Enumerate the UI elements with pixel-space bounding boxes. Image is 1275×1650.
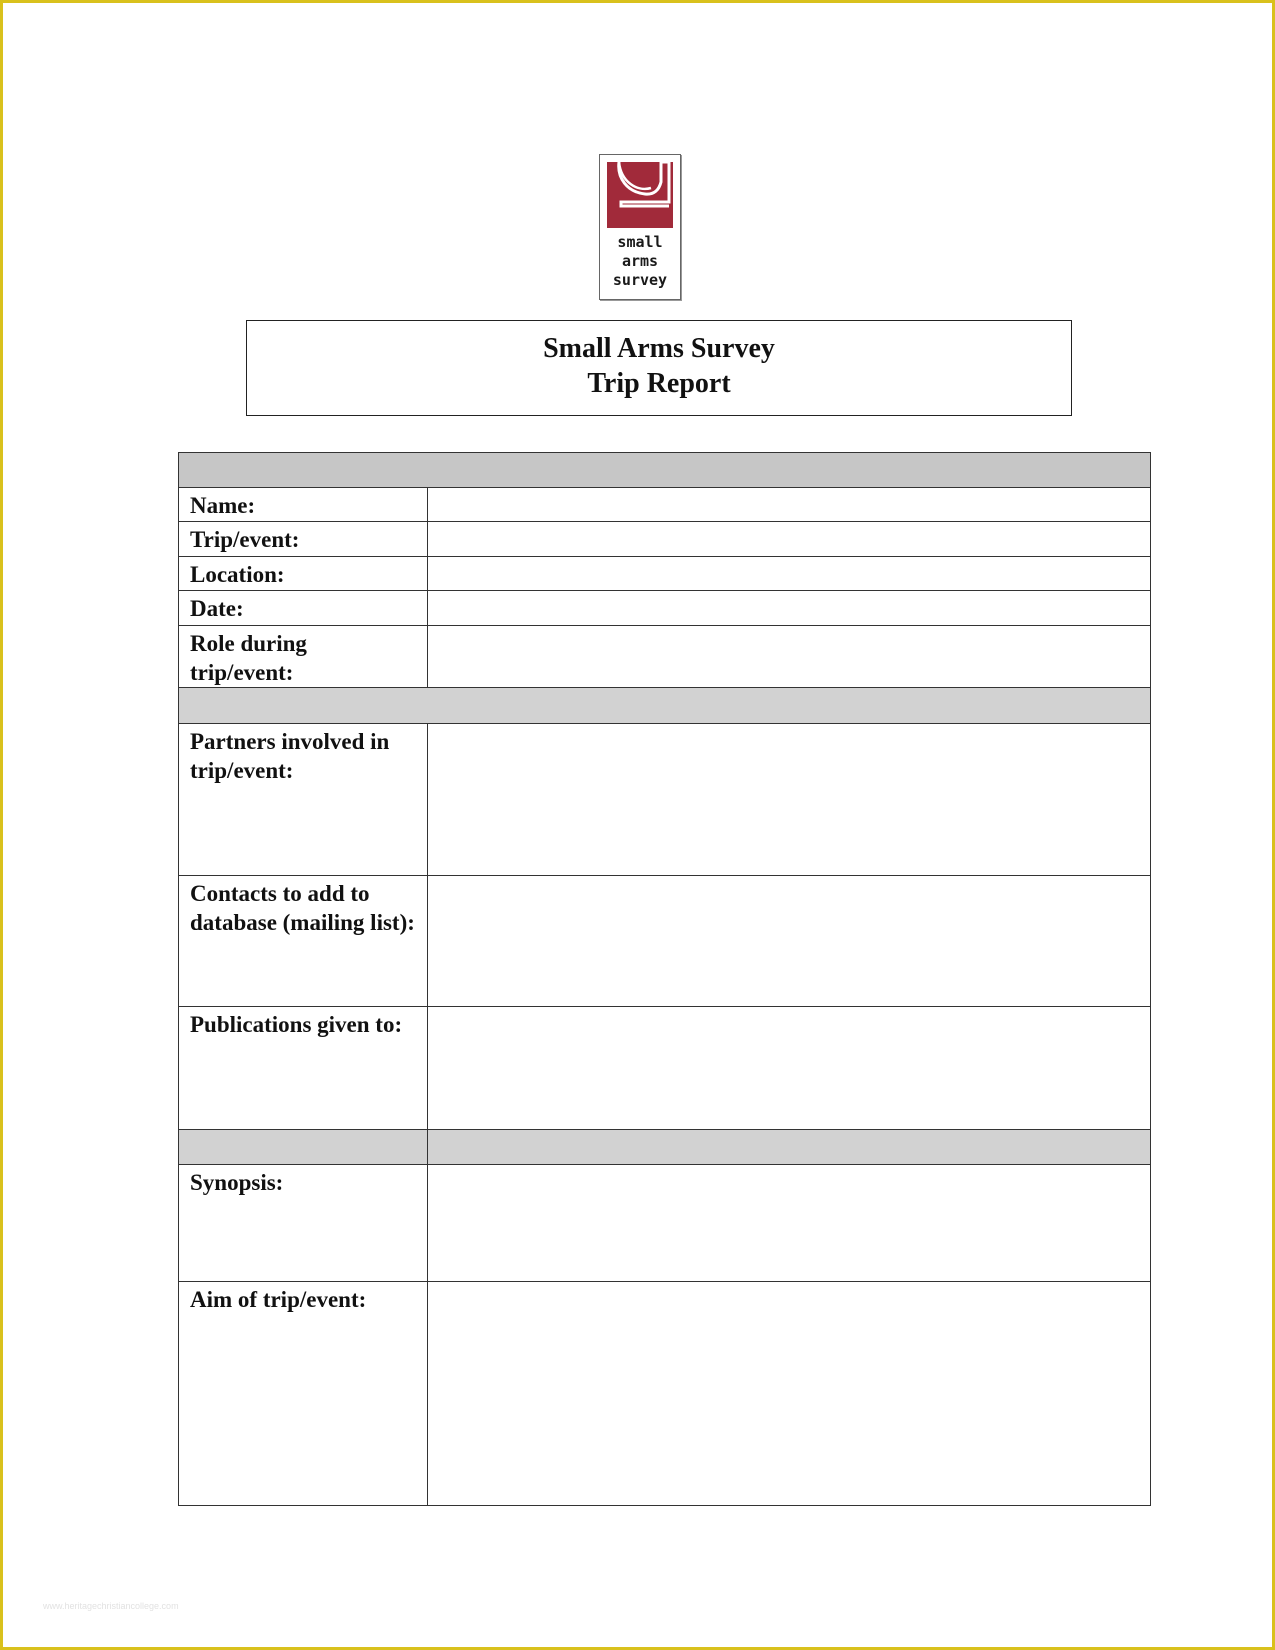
small-arms-survey-logo-icon: [607, 162, 673, 228]
contacts-label: Contacts to add to database (mailing list):: [179, 876, 428, 1007]
footer-watermark: www.heritagechristiancollege.com: [43, 1601, 179, 1611]
contacts-field[interactable]: [428, 876, 1151, 1007]
section-header-row: [179, 453, 1151, 488]
form-row-location: [179, 557, 1151, 591]
section-header-cell: [179, 453, 1151, 488]
role-label: Role during trip/event:: [179, 626, 428, 688]
synopsis-label: Synopsis:: [179, 1165, 428, 1282]
page-title: Small Arms Survey: [543, 333, 775, 364]
section-divider-row-2: [179, 1130, 1151, 1165]
trip-report-form: [178, 452, 1151, 1506]
form-row-contacts: [179, 876, 1151, 1007]
section-divider-right-cell: [428, 1130, 1151, 1165]
form-row-partners: [179, 724, 1151, 876]
section-divider-row: [179, 688, 1151, 724]
form-row-trip-event: [179, 522, 1151, 557]
trip-event-field[interactable]: [428, 522, 1151, 557]
form-row-synopsis: [179, 1165, 1151, 1282]
section-divider-cell: [179, 688, 1151, 724]
name-label: Name:: [179, 488, 428, 522]
publications-label: Publications given to:: [179, 1007, 428, 1130]
form-row-role: [179, 626, 1151, 688]
synopsis-field[interactable]: [428, 1165, 1151, 1282]
form-row-name: [179, 488, 1151, 522]
logo-word-survey: survey: [612, 271, 668, 289]
location-field[interactable]: [428, 557, 1151, 591]
logo-word-small: small: [617, 233, 663, 251]
aim-label: Aim of trip/event:: [179, 1282, 428, 1506]
trip-event-label: Trip/event:: [179, 522, 428, 557]
location-label: Location:: [179, 557, 428, 591]
section-divider-left-cell: [179, 1130, 428, 1165]
title-box: [246, 320, 1072, 416]
name-field[interactable]: [428, 488, 1151, 522]
form-row-publications: [179, 1007, 1151, 1130]
publications-field[interactable]: [428, 1007, 1151, 1130]
form-row-date: [179, 591, 1151, 626]
partners-label: Partners involved in trip/event:: [179, 724, 428, 876]
partners-field[interactable]: [428, 724, 1151, 876]
aim-field[interactable]: [428, 1282, 1151, 1506]
form-row-aim: [179, 1282, 1151, 1506]
small-arms-survey-logo: [599, 154, 681, 300]
date-field[interactable]: [428, 591, 1151, 626]
logo-wordmark: [600, 233, 680, 290]
role-field[interactable]: [428, 626, 1151, 688]
logo-word-arms: arms: [621, 252, 659, 270]
page-subtitle: Trip Report: [587, 368, 731, 399]
date-label: Date:: [179, 591, 428, 626]
